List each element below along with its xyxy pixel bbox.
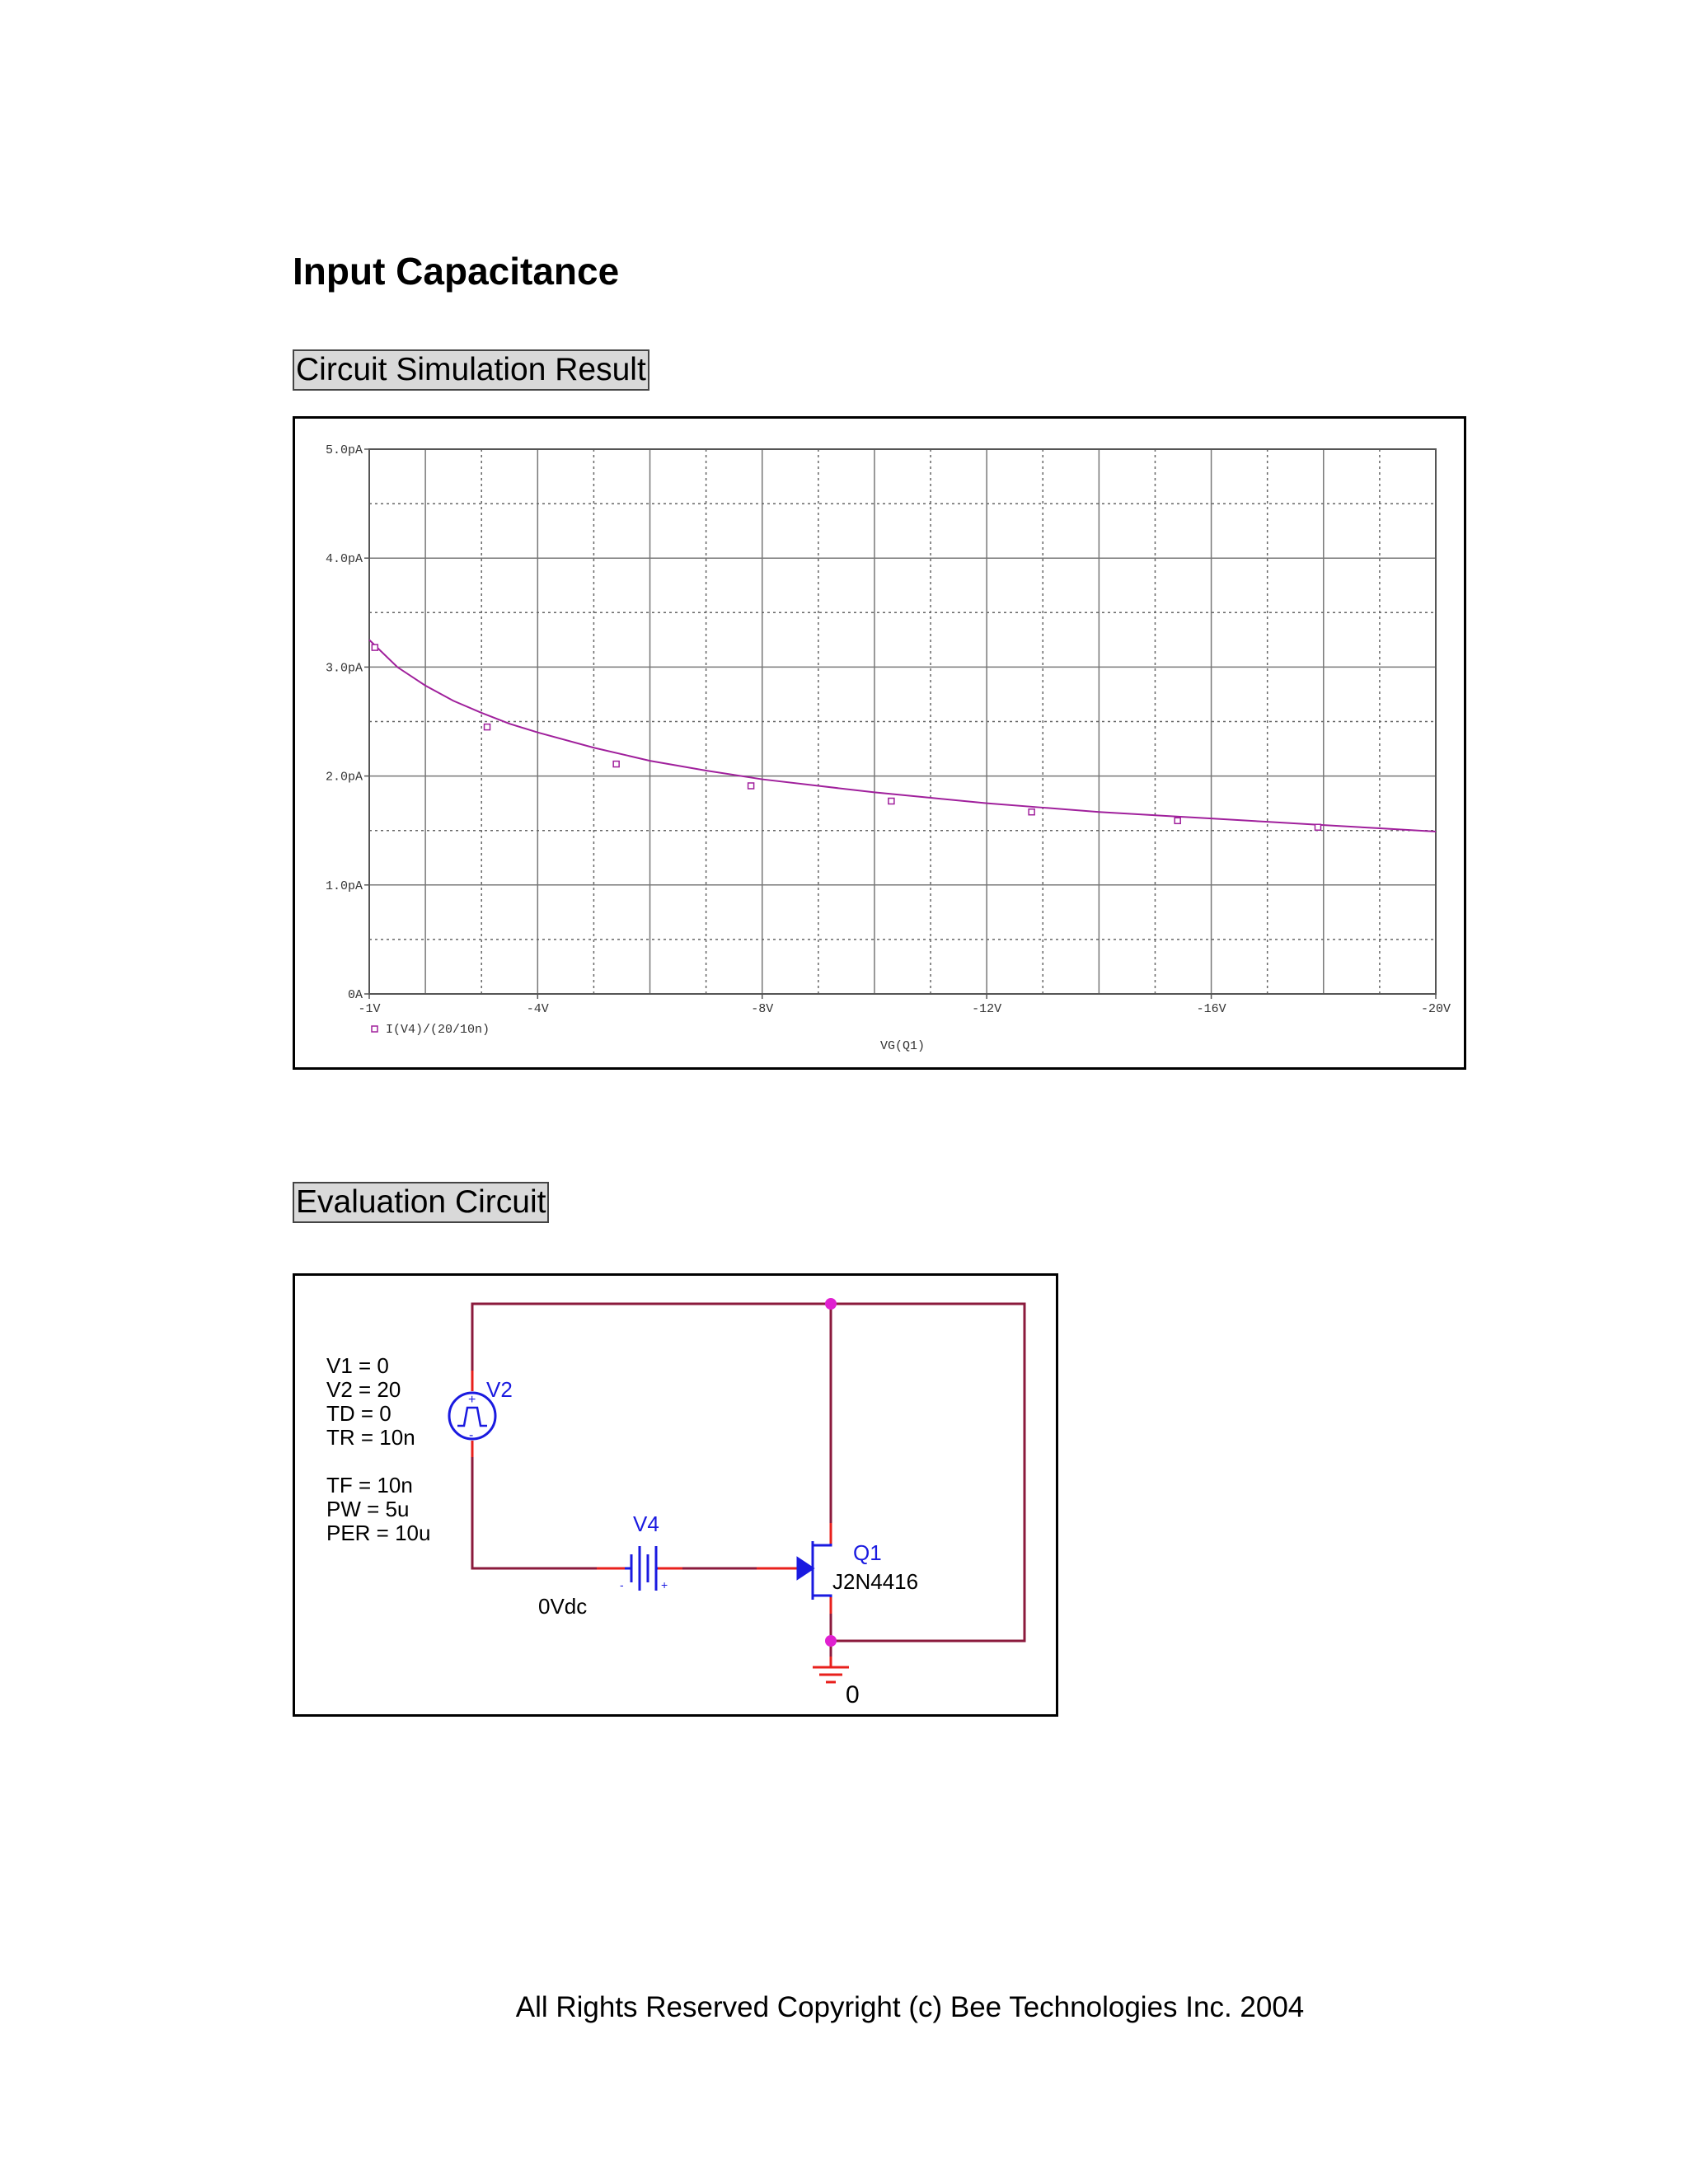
source-param: TF = 10n (326, 1473, 413, 1497)
jfet-gate-arrow (798, 1558, 813, 1578)
data-point-marker (748, 783, 754, 789)
wire-top-loop (472, 1304, 1025, 1641)
jfet-drain-lead (813, 1544, 831, 1545)
copyright-footer (0, 1991, 1688, 2024)
y-tick-label: 5.0pA (325, 443, 363, 457)
chart-ticks (326, 443, 1451, 1016)
x-tick-label: -4V (526, 1002, 549, 1016)
data-point-marker (485, 724, 490, 730)
evaluation-circuit (295, 1276, 1056, 1714)
section-label-simulation: Circuit Simulation Result (293, 349, 649, 391)
v4-value: 0Vdc (538, 1594, 588, 1619)
plus-sign: + (468, 1393, 476, 1407)
y-tick-label: 0A (347, 988, 363, 1002)
q1-label: Q1 (853, 1540, 882, 1565)
legend-marker (372, 1026, 377, 1032)
pulse-waveform-icon (457, 1408, 487, 1426)
battery-minus: - (620, 1578, 624, 1591)
x-tick-label: -8V (751, 1002, 774, 1016)
source-parameters (326, 1353, 430, 1545)
source-param: PW = 5u (326, 1497, 410, 1521)
y-tick-label: 1.0pA (325, 879, 363, 893)
source-param: PER = 10u (326, 1521, 431, 1545)
x-tick-label: -1V (358, 1002, 381, 1016)
chart-frame (293, 416, 1466, 1070)
series-line (369, 640, 1436, 832)
chart-grid (369, 449, 1436, 994)
battery-plus: + (661, 1578, 668, 1591)
section-label-circuit: Evaluation Circuit (293, 1182, 549, 1223)
x-tick-label: -16V (1196, 1002, 1226, 1016)
y-tick-label: 4.0pA (325, 552, 363, 567)
page-title: Input Capacitance (293, 250, 620, 293)
copyright-text: All Rights Reserved Copyright (c) Bee Technologies Inc. 2004 (515, 1991, 1305, 2023)
minus-sign: - (469, 1428, 474, 1442)
data-point-marker (613, 762, 619, 767)
legend-label: I(V4)/(20/10n) (386, 1023, 490, 1037)
node-dot-top (825, 1298, 837, 1310)
data-point-marker (1315, 824, 1320, 830)
y-tick-label: 2.0pA (325, 770, 363, 785)
jfet-source-lead (813, 1596, 831, 1597)
ground-icon (813, 1667, 849, 1682)
wire-v2-bottom (472, 1457, 597, 1568)
jfet-q1 (798, 1541, 831, 1600)
data-point-marker (1029, 809, 1034, 815)
node-dot-bottom (825, 1635, 837, 1647)
ground-label: 0 (846, 1681, 860, 1708)
q1-model: J2N4416 (832, 1569, 919, 1594)
source-param: V2 = 20 (326, 1377, 401, 1402)
data-point-marker (372, 644, 377, 650)
y-tick-label: 3.0pA (325, 661, 363, 676)
chart-legend (372, 1023, 490, 1037)
v2-label: V2 (486, 1377, 513, 1402)
source-param: TR = 10n (326, 1425, 415, 1450)
v4-label: V4 (633, 1511, 659, 1536)
x-tick-label: -12V (972, 1002, 1002, 1016)
source-param: V1 = 0 (326, 1353, 389, 1378)
chart-series (369, 640, 1436, 832)
data-point-marker (889, 799, 894, 804)
data-point-marker (1175, 818, 1180, 823)
simulation-chart (295, 419, 1464, 1067)
circuit-frame (293, 1273, 1058, 1717)
x-axis-label: VG(Q1) (879, 1039, 926, 1053)
source-param: TD = 0 (326, 1401, 392, 1426)
x-tick-label: -20V (1420, 1002, 1451, 1016)
